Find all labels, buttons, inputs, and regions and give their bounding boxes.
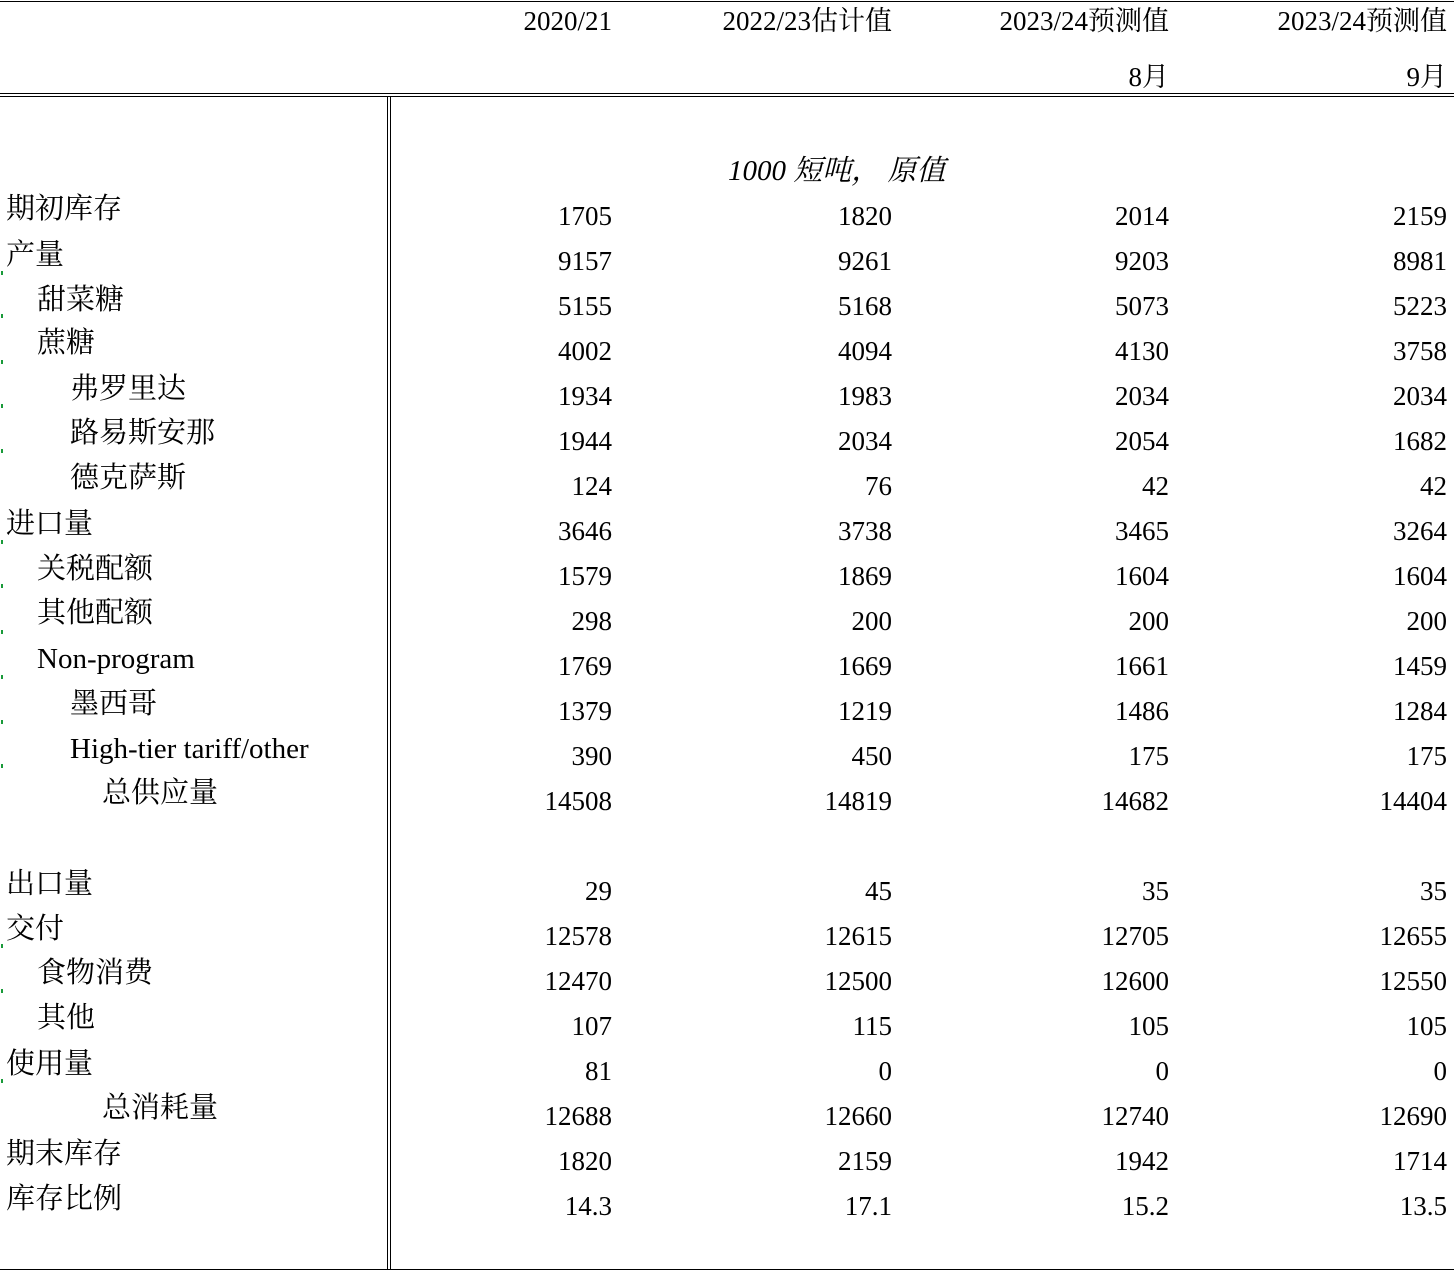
cell-marker	[1, 404, 3, 408]
value-cell: 3758	[1393, 336, 1447, 366]
row-label: 甜菜糖	[37, 284, 125, 316]
unit-note: 1000 短吨， 原值	[728, 155, 946, 187]
cell-marker	[1, 360, 3, 364]
cell-marker	[1, 449, 3, 453]
value-cell: 76	[865, 471, 892, 501]
row-label: 德克萨斯	[70, 462, 187, 494]
row-label: 总供应量	[102, 777, 219, 809]
row-label: 出口量	[6, 868, 94, 900]
value-cell: 1934	[558, 381, 612, 411]
value-cell: 12578	[544, 921, 612, 951]
value-cell: 9157	[558, 246, 612, 276]
value-cell: 4130	[1115, 336, 1169, 366]
value-cell: 2034	[1115, 381, 1169, 411]
col-header-4-line1: 2023/24预测值	[1277, 6, 1447, 36]
value-cell: 175	[1406, 741, 1447, 771]
value-cell: 12470	[544, 966, 612, 996]
value-cell: 12690	[1379, 1101, 1447, 1131]
value-cell: 2054	[1115, 426, 1169, 456]
value-cell: 2034	[1393, 381, 1447, 411]
value-cell: 3646	[558, 516, 612, 546]
value-cell: 12600	[1101, 966, 1169, 996]
value-cell: 12688	[544, 1101, 612, 1131]
cell-marker	[1, 989, 3, 993]
header-divider-upper	[0, 93, 1454, 94]
value-cell: 175	[1128, 741, 1169, 771]
cell-marker	[1, 630, 3, 634]
value-cell: 2159	[838, 1146, 892, 1176]
row-label: High-tier tariff/other	[70, 733, 309, 765]
value-cell: 450	[851, 741, 892, 771]
bottom-border	[0, 1269, 1454, 1270]
col-header-2-line1: 2022/23估计值	[722, 6, 892, 36]
value-cell: 5168	[838, 291, 892, 321]
value-cell: 1669	[838, 651, 892, 681]
row-label: 进口量	[6, 508, 94, 540]
value-cell: 1579	[558, 561, 612, 591]
value-cell: 14.3	[564, 1191, 612, 1221]
value-cell: 35	[1420, 876, 1447, 906]
value-cell: 17.1	[844, 1191, 892, 1221]
value-cell: 1944	[558, 426, 612, 456]
value-cell: 107	[571, 1011, 612, 1041]
value-cell: 2159	[1393, 201, 1447, 231]
value-cell: 12705	[1101, 921, 1169, 951]
cell-marker	[1, 675, 3, 679]
cell-marker	[1, 314, 3, 318]
row-label: 使用量	[6, 1048, 94, 1080]
row-label: 交付	[6, 913, 65, 945]
value-cell: 4002	[558, 336, 612, 366]
value-cell: 3264	[1393, 516, 1447, 546]
value-cell: 3465	[1115, 516, 1169, 546]
value-cell: 105	[1128, 1011, 1169, 1041]
value-cell: 42	[1142, 471, 1169, 501]
row-label: 关税配额	[37, 553, 154, 585]
cell-marker	[1, 584, 3, 588]
cell-marker	[1, 764, 3, 768]
value-cell: 390	[571, 741, 612, 771]
value-cell: 45	[865, 876, 892, 906]
value-cell: 0	[1155, 1056, 1169, 1086]
row-label: 弗罗里达	[70, 373, 187, 405]
value-cell: 1661	[1115, 651, 1169, 681]
value-cell: 42	[1420, 471, 1447, 501]
row-label: 期初库存	[6, 193, 123, 225]
value-cell: 1820	[838, 201, 892, 231]
col-header-4-line2: 9月	[1406, 62, 1447, 92]
value-cell: 14682	[1101, 786, 1169, 816]
top-border	[0, 1, 1454, 2]
row-label: 库存比例	[6, 1183, 123, 1215]
row-label: 产量	[6, 239, 65, 271]
value-cell: 14819	[824, 786, 892, 816]
value-cell: 200	[851, 606, 892, 636]
value-cell: 1604	[1115, 561, 1169, 591]
row-label: 期末库存	[6, 1138, 123, 1170]
value-cell: 200	[1128, 606, 1169, 636]
value-cell: 5073	[1115, 291, 1169, 321]
value-cell: 105	[1406, 1011, 1447, 1041]
value-cell: 12615	[824, 921, 892, 951]
value-cell: 1769	[558, 651, 612, 681]
value-cell: 81	[585, 1056, 612, 1086]
row-label: 其他配额	[37, 597, 154, 629]
value-cell: 9203	[1115, 246, 1169, 276]
value-cell: 9261	[838, 246, 892, 276]
value-cell: 12740	[1101, 1101, 1169, 1131]
value-cell: 1459	[1393, 651, 1447, 681]
cell-marker	[1, 944, 3, 948]
value-cell: 1682	[1393, 426, 1447, 456]
value-cell: 1705	[558, 201, 612, 231]
value-cell: 124	[571, 471, 612, 501]
value-cell: 29	[585, 876, 612, 906]
value-cell: 35	[1142, 876, 1169, 906]
value-cell: 1486	[1115, 696, 1169, 726]
value-cell: 0	[1433, 1056, 1447, 1086]
value-cell: 1284	[1393, 696, 1447, 726]
value-cell: 298	[571, 606, 612, 636]
col-header-3-line1: 2023/24预测值	[999, 6, 1169, 36]
value-cell: 1604	[1393, 561, 1447, 591]
row-label: 蔗糖	[37, 327, 96, 359]
value-cell: 1379	[558, 696, 612, 726]
value-cell: 2014	[1115, 201, 1169, 231]
row-label: 食物消费	[37, 957, 154, 989]
value-cell: 3738	[838, 516, 892, 546]
cell-marker	[1, 720, 3, 724]
value-cell: 2034	[838, 426, 892, 456]
value-cell: 14404	[1379, 786, 1447, 816]
value-cell: 14508	[544, 786, 612, 816]
col-header-1-line1: 2020/21	[523, 6, 612, 36]
header-divider-lower	[0, 96, 1454, 97]
row-label: 墨西哥	[70, 688, 158, 720]
value-cell: 115	[852, 1011, 892, 1041]
row-label: 总消耗量	[102, 1092, 219, 1124]
value-cell: 1869	[838, 561, 892, 591]
value-cell: 0	[878, 1056, 892, 1086]
value-cell: 13.5	[1399, 1191, 1447, 1221]
row-label: 其他	[37, 1002, 96, 1034]
value-cell: 5155	[558, 291, 612, 321]
value-cell: 12660	[824, 1101, 892, 1131]
value-cell: 5223	[1393, 291, 1447, 321]
value-cell: 8981	[1393, 246, 1447, 276]
column-divider-left	[387, 96, 388, 1270]
value-cell: 15.2	[1121, 1191, 1169, 1221]
value-cell: 200	[1406, 606, 1447, 636]
value-cell: 1714	[1393, 1146, 1447, 1176]
value-cell: 4094	[838, 336, 892, 366]
value-cell: 1983	[838, 381, 892, 411]
row-label: Non-program	[37, 643, 195, 675]
value-cell: 1219	[838, 696, 892, 726]
cell-marker	[1, 1079, 3, 1083]
cell-marker	[1, 271, 3, 275]
column-divider-right	[390, 96, 391, 1270]
col-header-3-line2: 8月	[1128, 62, 1169, 92]
value-cell: 12655	[1379, 921, 1447, 951]
value-cell: 1942	[1115, 1146, 1169, 1176]
value-cell: 12500	[824, 966, 892, 996]
value-cell: 12550	[1379, 966, 1447, 996]
row-label: 路易斯安那	[70, 417, 216, 449]
cell-marker	[1, 540, 3, 544]
value-cell: 1820	[558, 1146, 612, 1176]
